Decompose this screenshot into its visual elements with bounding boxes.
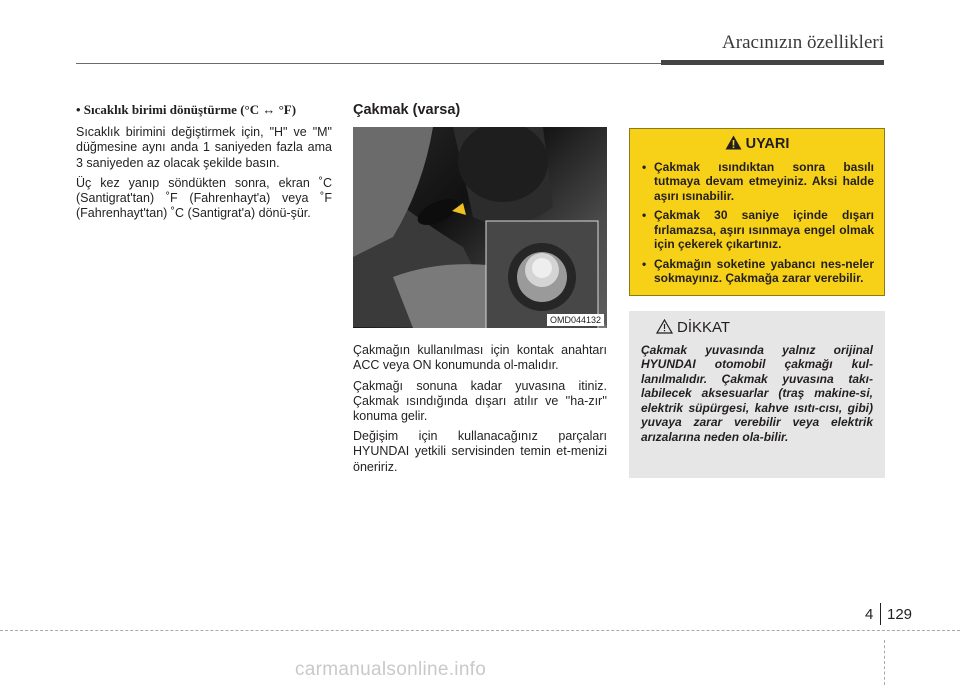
- cigarette-lighter-photo: [353, 127, 607, 328]
- footer-vertical-rule: [884, 640, 885, 685]
- caution-title-text: DİKKAT: [677, 319, 731, 336]
- list-item: • Çakmak 30 saniye içinde dışarı fırlamazsa, aşırı ısınmaya engel olmak için çekerek çıkartınız.: [640, 208, 874, 252]
- page-header-title: Aracınızın özellikleri: [722, 32, 884, 53]
- middle-column: [353, 103, 607, 480]
- chapter-number: 4: [865, 606, 874, 623]
- caution-triangle-icon: [656, 319, 673, 338]
- header-rule-thick: [661, 60, 884, 65]
- warning-box: [629, 128, 885, 296]
- left-column: [76, 102, 332, 226]
- warning-list: [640, 160, 874, 286]
- paragraph: Değişim için kullanacağınız parçaları HYUNDAI yetkili servisinden temin et-menizi öneririz.: [353, 429, 607, 474]
- paragraph: Sıcaklık birimini değiştirmek için, "H" ve "M" düğmesine aynı anda 1 saniyeden fazla ama 3 saniyeden az olacak şekilde basın.: [76, 125, 332, 170]
- warning-title-text: UYARI: [745, 136, 790, 152]
- caution-title: [641, 319, 873, 338]
- warning-title: [640, 135, 874, 154]
- section-title: Çakmak (varsa): [353, 102, 461, 118]
- header-rule-thin: [76, 63, 661, 64]
- paragraph: Üç kez yanıp söndükten sonra, ekran ˚C (Santigrat'tan) ˚F (Fahrenhayt'a) veya ˚F (Fahrenhayt'tan) ˚C (Santigrat'a) dönü-şür.: [76, 175, 332, 221]
- page-number-divider: [880, 603, 881, 625]
- image-caption: OMD044132: [547, 314, 604, 326]
- watermark: carmanualsonline.info: [295, 659, 487, 680]
- caution-box: [629, 311, 885, 478]
- footer-rule: [0, 630, 960, 631]
- list-item: • Çakmak ısındıktan sonra basılı tutmaya devam etmeyiniz. Aksi halde aşırı ısınabilir.: [640, 160, 874, 204]
- caution-text: Çakmak yuvasında yalnız orijinal HYUNDAI otomobil çakmağı kul-lanılmalıdır. Çakmak yuvasına takı-labilecek aksesuarlar (traş makine-si, elektrik süpürgesi, kahve ısıtı-cısı, gibi) yuvaya zarar verebilir veya elektrik arızalarına neden ola-bilir.: [641, 342, 873, 444]
- list-item: • Çakmağın soketine yabancı nes-neler sokmayınız. Çakmağa zarar verebilir.: [640, 257, 874, 286]
- paragraph: Çakmağın kullanılması için kontak anahtarı ACC veya ON konumunda ol-malıdır.: [353, 343, 607, 373]
- warning-triangle-icon: [725, 135, 742, 154]
- paragraph: Çakmağı sonuna kadar yuvasına itiniz. Çakmak ısındığında dışarı atılır ve ''ha-zır'' konuma gelir.: [353, 378, 607, 424]
- bullet-heading: • Sıcaklık birimi dönüştürme (°C ↔ °F): [76, 102, 297, 117]
- page-number: 129: [887, 606, 913, 623]
